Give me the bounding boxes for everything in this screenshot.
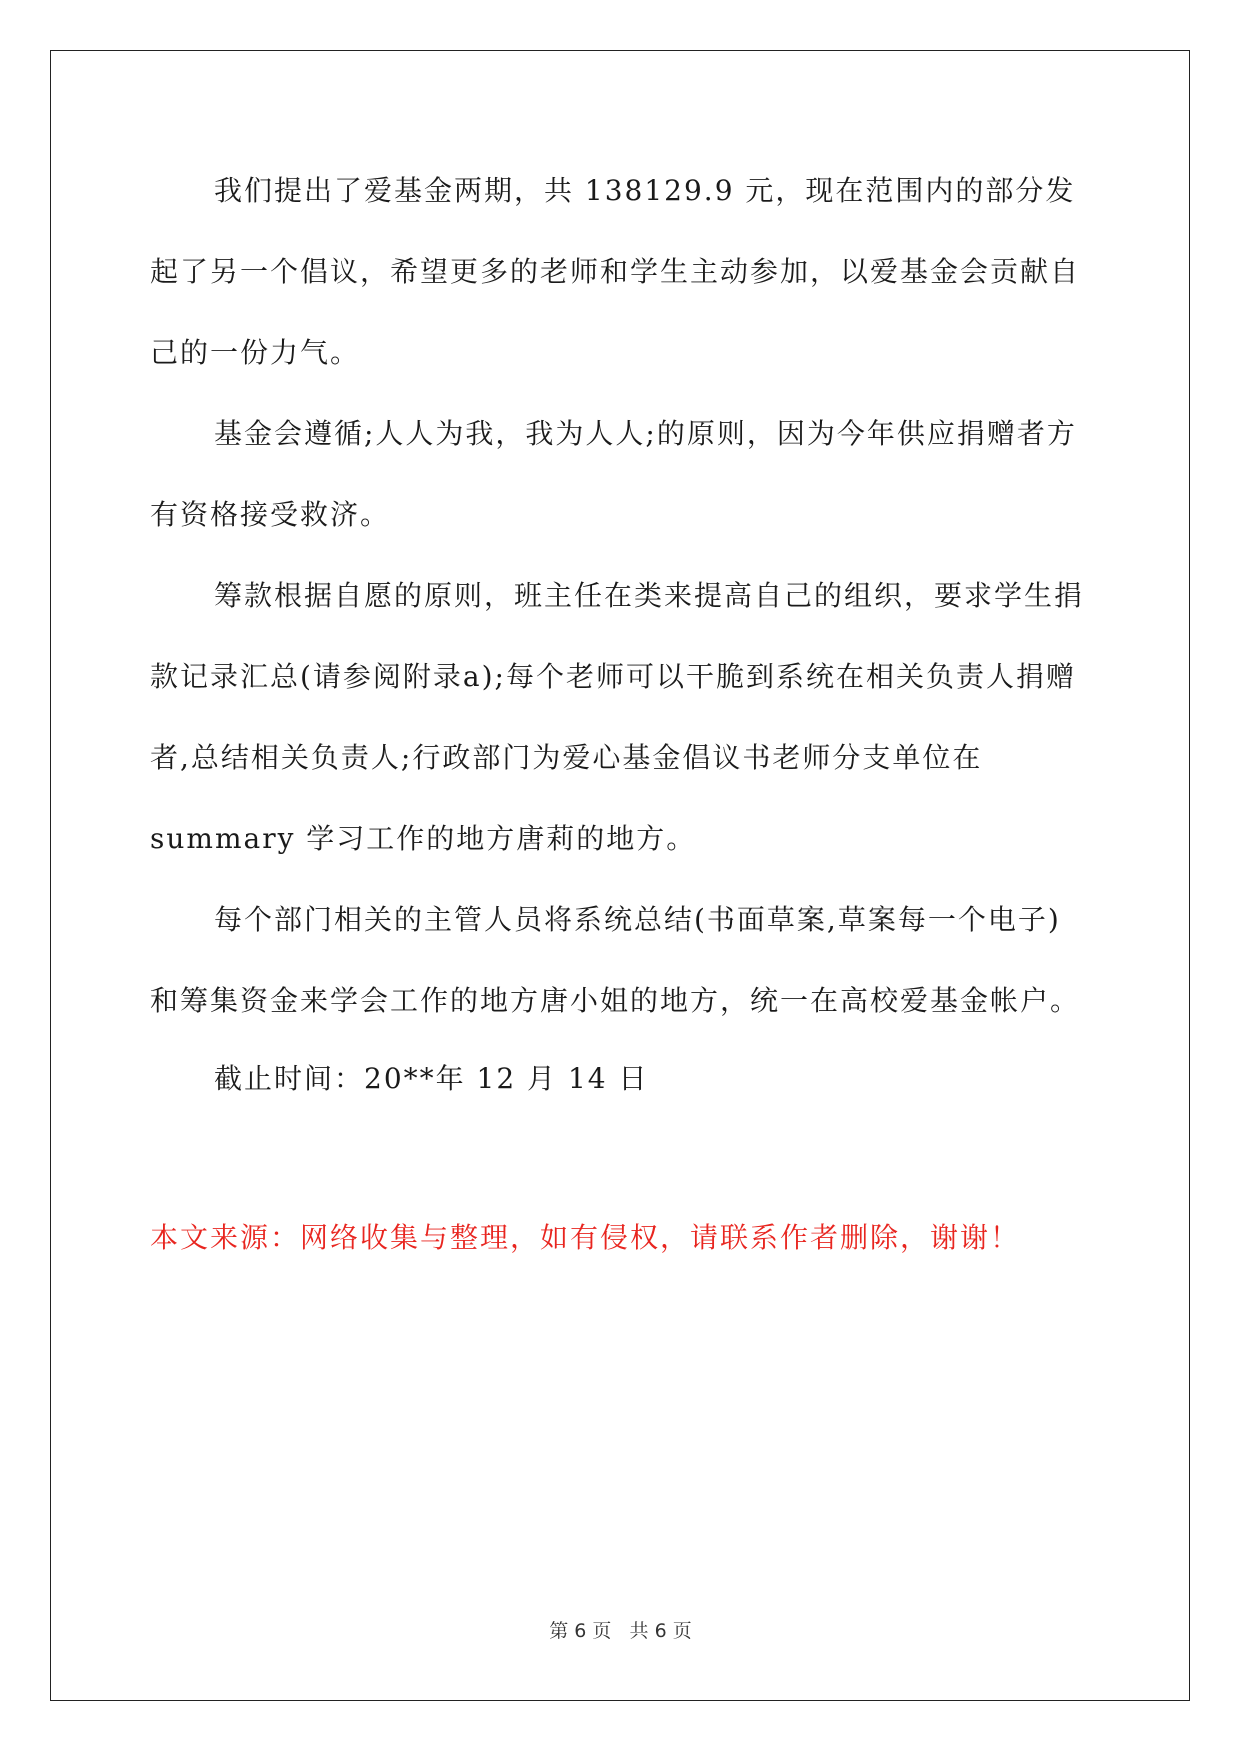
paragraph-principle: 基金会遵循;人人为我，我为人人;的原则，因为今年供应捐赠者方有资格接受救济。 [150, 417, 1077, 531]
paragraph-department-summary: 每个部门相关的主管人员将系统总结(书面草案,草案每一个电子)和筹集资金来学会工作的地方唐小姐的地方，统一在高校爱基金帐户。 [150, 903, 1081, 1017]
paragraph-fund-total: 我们提出了爱基金两期，共 138129.9 元，现在范围内的部分发起了另一个倡议，希望更多的老师和学生主动参加，以爱基金会贡献自己的一份力气。 [150, 174, 1081, 369]
source-disclaimer: 本文来源：网络收集与整理，如有侵权，请联系作者删除，谢谢！ [150, 1221, 1021, 1254]
paragraph-fundraising-rules: 筹款根据自愿的原则，班主任在类来提高自己的组织，要求学生捐款记录汇总(请参阅附录a);每个老师可以干脆到系统在相关负责人捐赠者,总结相关负责人;行政部门为爱心基金倡议书老师分支单位在summary 学习工作的地方唐莉的地方。 [150, 579, 1085, 855]
page-number-footer: 第 6 页 共 6 页 [549, 1620, 692, 1642]
deadline-line: 截止时间：20**年 12 月 14 日 [214, 1062, 649, 1095]
document-body [150, 150, 1090, 1117]
